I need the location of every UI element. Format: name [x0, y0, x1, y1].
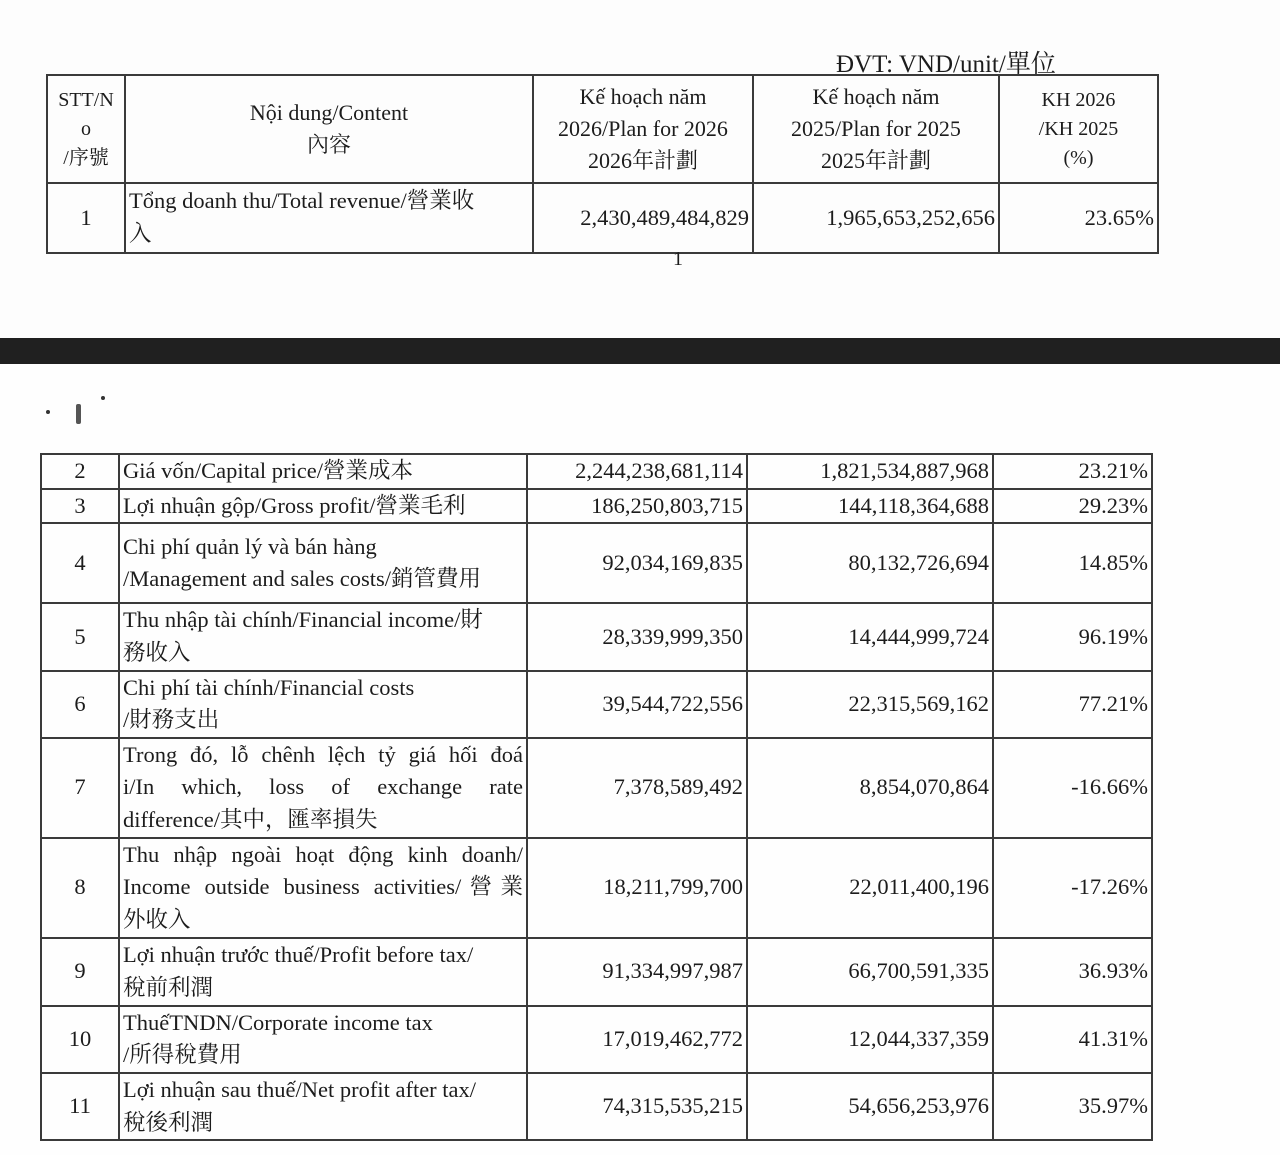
row-content-line: 稅前利潤	[123, 974, 214, 1000]
header-ratio	[999, 75, 1158, 183]
table-row	[41, 603, 1152, 670]
row-content-line: Income outside business activities/營業	[123, 874, 523, 900]
row-number: 10	[41, 1006, 119, 1073]
table-row	[41, 938, 1152, 1006]
ratio-value: -17.26%	[993, 838, 1152, 938]
row-number: 7	[41, 738, 119, 838]
header-content	[125, 75, 533, 183]
header-plan-2026-line: 2026年計劃	[587, 147, 698, 173]
table-header-row	[47, 75, 1158, 183]
plan-2026-value: 2,244,238,681,114	[527, 454, 747, 489]
header-plan-2025-line: 2025年計劃	[820, 147, 931, 173]
row-number: 6	[41, 671, 119, 738]
page-separator	[0, 338, 1280, 364]
plan-2026-value: 18,211,799,700	[527, 838, 747, 938]
row-content-line: Giá vốn/Capital price/營業成本	[123, 458, 413, 483]
plan-2025-value: 80,132,726,694	[747, 523, 993, 603]
ratio-value: 14.85%	[993, 523, 1152, 603]
row-content	[119, 738, 527, 838]
table-row	[41, 1006, 1152, 1073]
row-number: 3	[41, 489, 119, 524]
row-content	[119, 489, 527, 524]
table-row	[41, 523, 1152, 603]
ratio-value: 23.21%	[993, 454, 1152, 489]
row-content	[119, 1006, 527, 1073]
row-content	[119, 603, 527, 670]
plan-2026-value: 186,250,803,715	[527, 489, 747, 524]
header-content-line: 內容	[306, 132, 351, 157]
row-content-line: Thu nhập tài chính/Financial income/財	[123, 607, 483, 633]
ratio-value: 29.23%	[993, 489, 1152, 524]
header-no-line: STT/N	[58, 88, 114, 111]
plan-2025-value: 1,965,653,252,656	[753, 183, 999, 253]
ratio-value: 41.31%	[993, 1006, 1152, 1073]
row-number: 8	[41, 838, 119, 938]
row-number: 9	[41, 938, 119, 1006]
header-ratio-line: /KH 2025	[1038, 117, 1119, 140]
row-content-line: i/In which, loss of exchange rate	[123, 774, 523, 800]
header-plan-2025-line: 2025/Plan for 2025	[791, 116, 961, 142]
plan-table-part-2	[40, 453, 1153, 1141]
row-number: 5	[41, 603, 119, 670]
row-number: 2	[41, 454, 119, 489]
row-content-line: ThuếTNDN/Corporate income tax	[123, 1009, 433, 1035]
row-number: 4	[41, 523, 119, 603]
row-content-line: Lợi nhuận sau thuế/Net profit after tax/	[123, 1076, 477, 1102]
ratio-value: 96.19%	[993, 603, 1152, 670]
row-content-line: /所得稅費用	[123, 1042, 242, 1068]
plan-2025-value: 54,656,253,976	[747, 1073, 993, 1140]
header-ratio-line: (%)	[1063, 146, 1094, 169]
header-no	[47, 75, 125, 183]
row-content	[119, 838, 527, 938]
ratio-value: 77.21%	[993, 671, 1152, 738]
row-content-line: Tổng doanh thu/Total revenue/營業收	[129, 188, 475, 214]
ratio-value: 35.97%	[993, 1073, 1152, 1140]
plan-2025-value: 144,118,364,688	[747, 489, 993, 524]
plan-2026-value: 28,339,999,350	[527, 603, 747, 670]
table-row	[41, 838, 1152, 938]
row-content-line: Chi phí tài chính/Financial costs	[123, 674, 415, 700]
table-row	[47, 183, 1158, 253]
table-row	[41, 738, 1152, 838]
document-page-1	[0, 0, 1280, 338]
plan-2026-value: 7,378,589,492	[527, 738, 747, 838]
scan-speck	[46, 410, 50, 414]
row-content-line: 務收入	[123, 639, 191, 665]
header-no-line: o	[81, 117, 91, 140]
plan-2025-value: 66,700,591,335	[747, 938, 993, 1006]
row-number: 1	[47, 183, 125, 253]
row-content-line: Trong đó, lỗ chênh lệch tỷ giá hối đoá	[123, 741, 523, 767]
ratio-value: -16.66%	[993, 738, 1152, 838]
row-content-line: Lợi nhuận gộp/Gross profit/營業毛利	[123, 492, 466, 518]
table-row	[41, 454, 1152, 489]
plan-2025-value: 14,444,999,724	[747, 603, 993, 670]
plan-2026-value: 91,334,997,987	[527, 938, 747, 1006]
row-content	[119, 1073, 527, 1140]
unit-label: ĐVT: VND/unit/單位	[836, 51, 1056, 78]
row-content-line: /Management and sales costs/銷管費用	[123, 566, 482, 592]
table-row	[41, 671, 1152, 738]
row-content-line: Chi phí quản lý và bán hàng	[123, 533, 377, 559]
header-no-line: /序號	[63, 146, 109, 169]
table-row	[41, 489, 1152, 524]
row-content-line: 入	[129, 221, 152, 246]
plan-2026-value: 39,544,722,556	[527, 671, 747, 738]
header-plan-2026-line: Kế hoạch năm	[579, 84, 707, 110]
row-content-line: 稅後利潤	[123, 1109, 214, 1135]
header-content-line: Nội dung/Content	[249, 100, 409, 126]
header-plan-2025-line: Kế hoạch năm	[812, 84, 940, 110]
ratio-value: 23.65%	[999, 183, 1158, 253]
page-number: 1	[673, 248, 683, 270]
scan-speck	[101, 396, 105, 400]
header-plan-2025	[753, 75, 999, 183]
row-content	[125, 183, 533, 253]
header-plan-2026	[533, 75, 753, 183]
row-content-line: Thu nhập ngoài hoạt động kinh doanh/	[123, 841, 523, 867]
header-plan-2026-line: 2026/Plan for 2026	[558, 116, 728, 142]
plan-2025-value: 8,854,070,864	[747, 738, 993, 838]
row-content	[119, 938, 527, 1006]
row-content	[119, 671, 527, 738]
ratio-value: 36.93%	[993, 938, 1152, 1006]
row-number: 11	[41, 1073, 119, 1140]
row-content-line: 外收入	[123, 906, 191, 932]
header-ratio-line: KH 2026	[1041, 88, 1116, 111]
table-row	[41, 1073, 1152, 1140]
plan-2026-value: 92,034,169,835	[527, 523, 747, 603]
row-content-line: difference/其中，匯率損失	[123, 807, 378, 832]
plan-2026-value: 2,430,489,484,829	[533, 183, 753, 253]
document-page-2	[0, 364, 1280, 1155]
plan-2025-value: 1,821,534,887,968	[747, 454, 993, 489]
plan-table-part-1	[46, 74, 1159, 254]
plan-2025-value: 22,011,400,196	[747, 838, 993, 938]
scan-speck	[76, 404, 81, 424]
row-content-line: /財務支出	[123, 707, 220, 733]
row-content	[119, 523, 527, 603]
row-content-line: Lợi nhuận trước thuế/Profit before tax/	[123, 942, 474, 967]
plan-2026-value: 74,315,535,215	[527, 1073, 747, 1140]
plan-2025-value: 22,315,569,162	[747, 671, 993, 738]
row-content	[119, 454, 527, 489]
plan-2026-value: 17,019,462,772	[527, 1006, 747, 1073]
plan-2025-value: 12,044,337,359	[747, 1006, 993, 1073]
